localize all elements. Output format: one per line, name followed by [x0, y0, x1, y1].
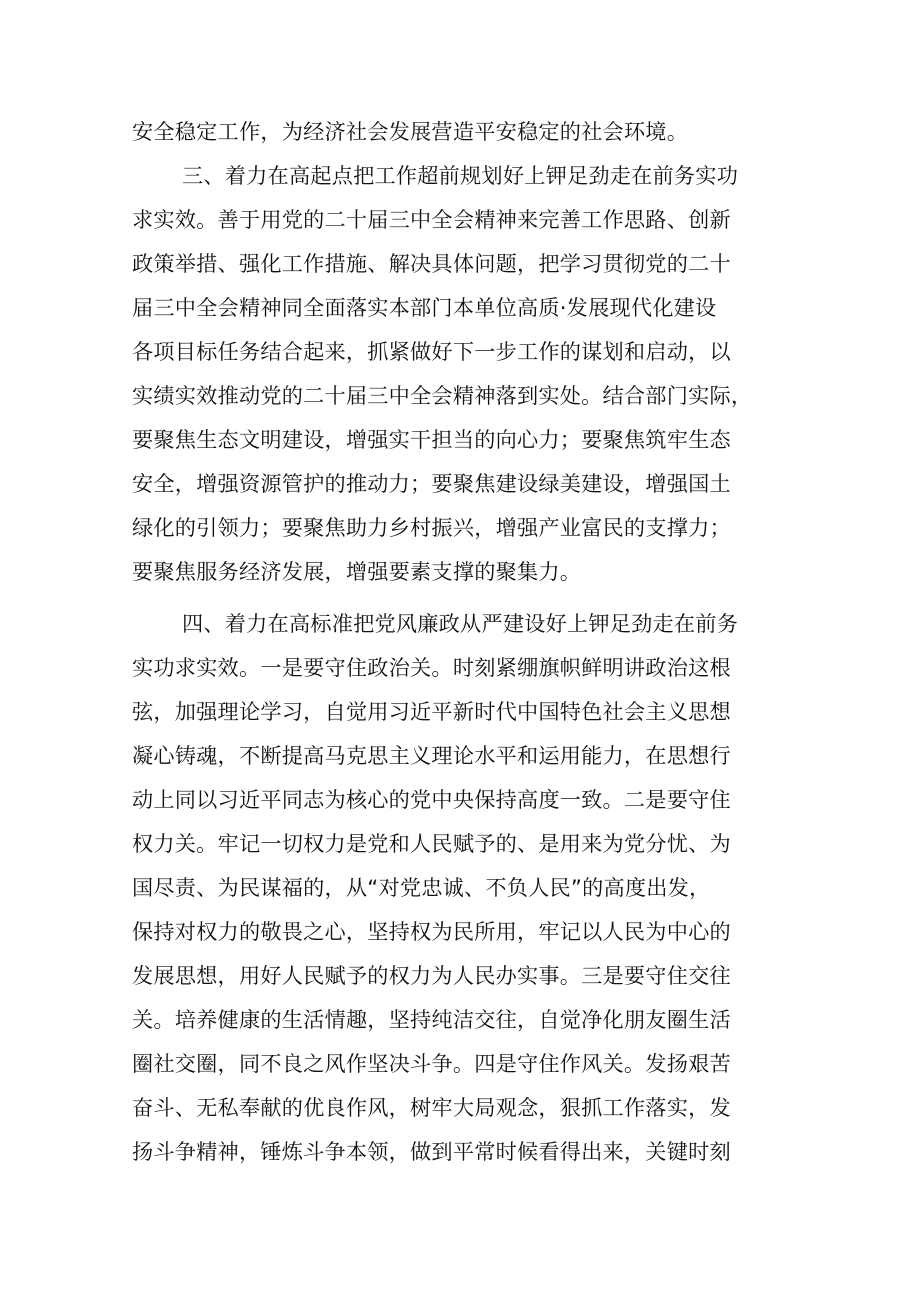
text-line: 扬斗争精神，锤炼斗争本领，做到平常时候看得出来，关键时刻	[132, 1139, 731, 1164]
text-line: 各项目标任务结合起来，抓紧做好下一步工作的谋划和启动，以	[132, 339, 731, 364]
text-line: 保持对权力的敬畏之心，坚持权为民所用，牢记以人民为中心的	[132, 919, 731, 944]
text-line: 要聚焦生态文明建设，增强实干担当的向心力；要聚焦筑牢生态	[132, 427, 731, 452]
text-line: 实绩实效推动党的二十届三中全会精神落到实处。结合部门实际，	[132, 383, 753, 408]
text-line: 求实效。善于用党的二十届三中全会精神来完善工作思路、创新	[132, 207, 731, 232]
text-line: 奋斗、无私奉献的优良作风，树牢大局观念，狠抓工作落实，发	[132, 1095, 731, 1120]
text-line: 安全稳定工作，为经济社会发展营造平安稳定的社会环境。	[132, 119, 689, 144]
text-line: 要聚焦服务经济发展，增强要素支撑的聚集力。	[132, 559, 582, 584]
text-line: 绿化的引领力；要聚焦助力乡村振兴，增强产业富民的支撑力；	[132, 515, 731, 540]
text-line: 届三中全会精神同全面落实本部门本单位高质·发展现代化建设	[132, 295, 717, 320]
text-line: 凝心铸魂，不断提高马克思主义理论水平和运用能力，在思想行	[132, 743, 731, 768]
text-line: 关。培养健康的生活情趣，坚持纯洁交往，自觉净化朋友圈生活	[132, 1007, 731, 1032]
text-line: 政策举措、强化工作措施、解决具体问题，把学习贯彻党的二十	[132, 251, 731, 276]
text-line: 国尽责、为民谋福的，从“对党忠诚、不负人民”的高度出发，	[132, 875, 711, 900]
section-four-heading-line: 四、着力在高标准把党风廉政从严建设好上钾足劲走在前务	[182, 611, 739, 636]
text-line: 弦，加强理论学习，自觉用习近平新时代中国特色社会主义思想	[132, 699, 731, 724]
text-line: 实功求实效。一是要守住政治关。时刻紧绷旗帜鲜明讲政治这根	[132, 655, 731, 680]
section-three-heading-line: 三、着力在高起点把工作超前规划好上钾足劲走在前务实功	[182, 163, 739, 188]
text-line: 权力关。牢记一切权力是党和人民赋予的、是用来为党分忧、为	[132, 831, 731, 856]
text-line: 圈社交圈，同不良之风作坚决斗争。四是守住作风关。发扬艰苦	[132, 1051, 731, 1076]
text-line: 动上同以习近平同志为核心的党中央保持高度一致。二是要守住	[132, 787, 731, 812]
text-line: 发展思想，用好人民赋予的权力为人民办实事。三是要守住交往	[132, 963, 731, 988]
text-line: 安全，增强资源管护的推动力；要聚焦建设绿美建设，增强国土	[132, 471, 731, 496]
